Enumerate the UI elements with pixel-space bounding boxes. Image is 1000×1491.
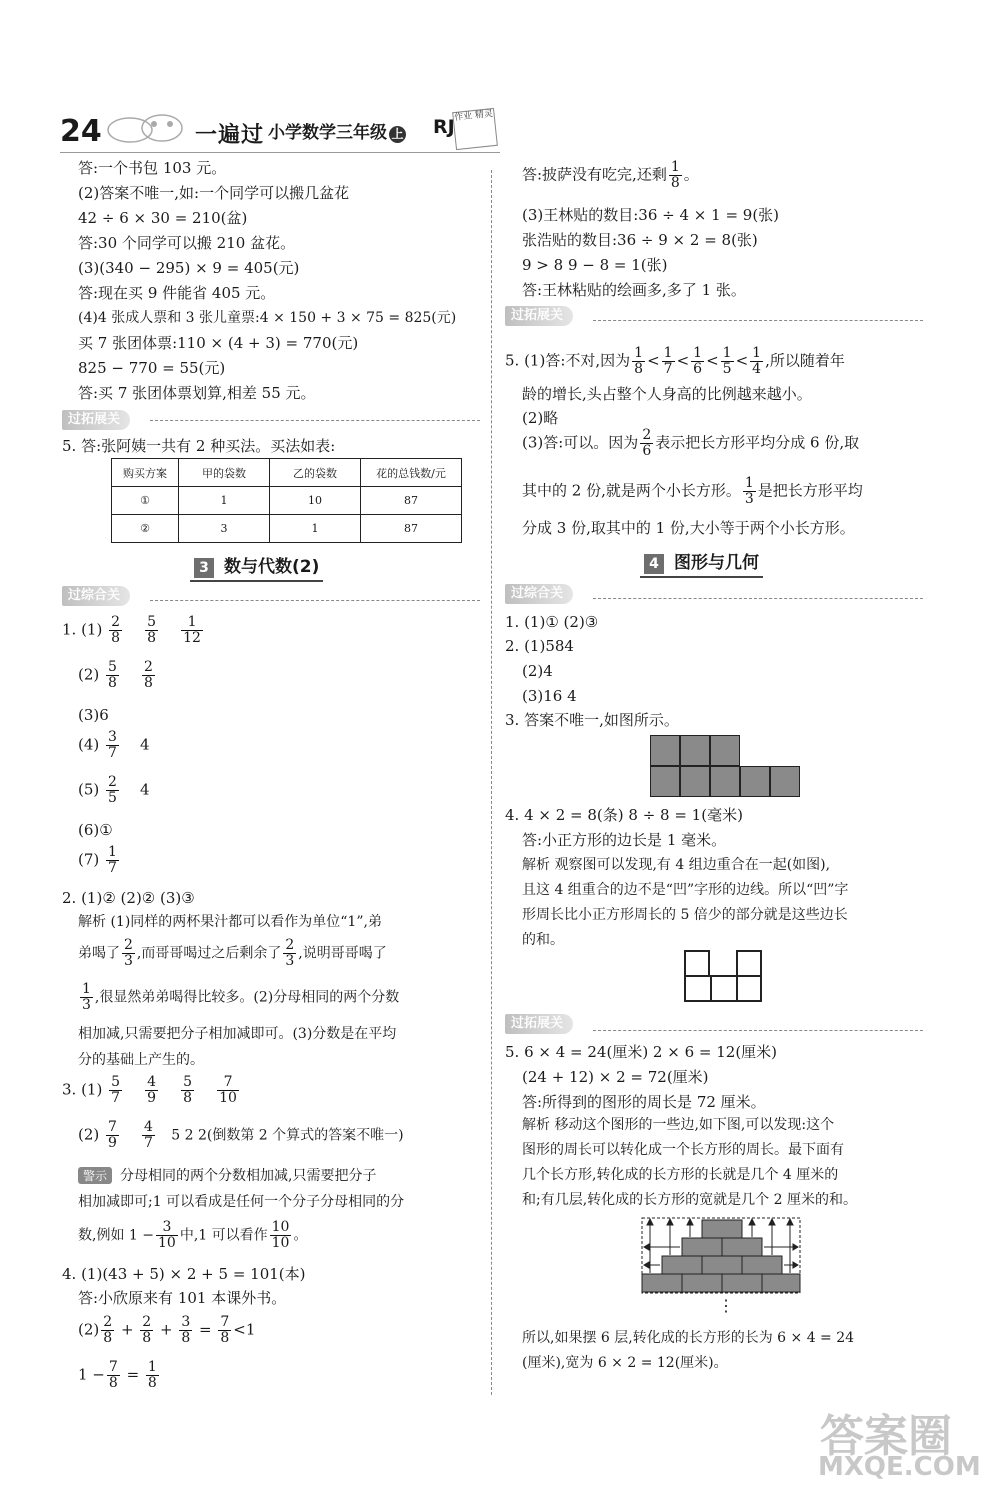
text-line: 答:披萨没有吃完,还剩 $\frac{1}{8}$ 。 [522,159,699,191]
g-q4-analysis: 形周长比小正方形周长的 5 倍少的部分就是这些边长 [522,907,848,923]
section-banner: 过拓展关 [505,1014,573,1034]
table-header: 花的总钱数/元 [361,459,462,487]
grid-square [650,735,680,766]
g-q5: (24 + 12) × 2 = 72(厘米) [522,1068,709,1086]
warning-note: 相加减即可;1 可以看成是任何一个分子分母相同的分 [78,1194,405,1210]
table-header: 甲的袋数 [179,459,270,487]
q4-part1: 4. (1)(43 + 5) × 2 + 5 = 101(本) [62,1265,306,1283]
g-q5-analysis: 图形的周长可以转化成一个长方形的周长。最下面有 [522,1142,844,1158]
text-line: 分成 3 份,取其中的 1 份,大小等于两个小长方形。 [522,519,855,537]
table-cell: ① [112,487,179,515]
q1-part5: (5) $\frac{2}{5}$ 4 [78,774,150,806]
section-banner: 过综合关 [505,584,573,604]
grid-square [684,975,712,1002]
table-cell: 87 [361,487,462,515]
g-q3: 3. 答案不唯一,如图所示。 [505,711,679,729]
table-header: 乙的袋数 [270,459,361,487]
q1-part7: (7) $\frac{1}{7}$ [78,844,117,876]
q1-part3: (3)6 [78,706,109,724]
q2-answer: 2. (1)② (2)② (3)③ [62,889,195,907]
banner-rule [593,1030,923,1031]
g-q5-analysis: 和;有几层,转化成的长方形的宽就是几个 2 厘米的和。 [522,1192,857,1208]
text-line: (3)(340 − 295) × 9 = 405(元) [78,259,300,277]
grid-square [736,950,762,977]
table-cell: ② [112,515,179,543]
text-line: 答:买 7 张团体票划算,相差 55 元。 [78,384,316,402]
table-header: 购买方案 [112,459,179,487]
text-line: 答:王林粘贴的绘画多,多了 1 张。 [522,281,746,299]
text-line: 买 7 张团体票:110 × (4 + 3) = 770(元) [78,334,359,352]
g-q5: 5. 6 × 4 = 24(厘米) 2 × 6 = 12(厘米) [505,1043,778,1061]
g-q5-analysis: (厘米),宽为 6 × 2 = 12(厘米)。 [522,1355,728,1371]
fraction: $\frac{1}{7}$ [108,844,117,876]
g-q1: 1. (1)① (2)③ [505,613,599,631]
table-cell: 1 [270,515,361,543]
text-line: 答:现在买 9 件能省 405 元。 [78,284,276,302]
text-line: 张浩贴的数目:36 ÷ 9 × 2 = 8(张) [522,231,758,249]
book-subtitle: 小学数学三年级 上 [268,118,406,143]
table-cell: 3 [179,515,270,543]
r-q5-part3: 其中的 2 份,就是两个小长方形。 $\frac{1}{3}$ 是把长方形平均 [522,475,863,507]
grid-square [710,975,738,1002]
section-banner: 过拓展关 [62,410,130,430]
table-row [112,515,462,543]
text-line: 龄的增长,头占整个人身高的比例越来越小。 [522,385,812,403]
text-line: 答:30 个同学可以搬 210 盆花。 [78,234,296,252]
g-q5-analysis: 解析 移动这个图形的一些边,如下图,可以发现:这个 [522,1117,835,1133]
table-cell: 10 [270,487,361,515]
q4-part1: 答:小欣原来有 101 本课外书。 [78,1289,287,1307]
q2-analysis: 相加减,只需要把分子相加减即可。(3)分数是在平均 [78,1026,397,1042]
q2-analysis: $\frac{1}{3}$ ,很显然弟弟喝得比较多。(2)分母相同的两个分数 [82,981,400,1013]
grid-square [740,766,770,797]
g-q4: 答:小正方形的边长是 1 毫米。 [522,831,727,849]
stacked-bricks-figure [640,1215,804,1295]
g-q5-analysis: 所以,如果摆 6 层,转化成的长方形的长为 6 × 4 = 24 [522,1330,855,1346]
g-q2: (3)16 4 [522,687,577,705]
edition-label: RJ [433,116,455,138]
fraction: $\frac{2}{8}$ [111,614,121,646]
g-q5: 答:所得到的图形的周长是 72 厘米。 [522,1093,766,1111]
watermark-logo: 答案圈 [820,1411,952,1462]
warning-tag: 警示 [78,1167,112,1184]
banner-rule [150,600,480,601]
q2-analysis: 解析 (1)同样的两杯果汁都可以看作为单位“1”,弟 [78,914,382,930]
section-banner: 过拓展关 [505,306,573,326]
warning-note: 警示 分母相同的两个分数相加减,只需要把分子 [78,1165,376,1185]
g-q2: 2. (1)584 [505,637,574,655]
table-header-row [112,459,462,487]
square-figure [650,735,800,797]
grid-square [770,766,800,797]
q3-part1: 3. (1) $\frac{5}{7}$ $\frac{4}{9}$ $\frac{5}{8}$ $\frac{7}{10}$ [62,1074,237,1106]
q1-part1: 1. (1) $\frac{2}{8}$ $\frac{5}{8}$ $\frac{1}{12}$ [62,614,201,646]
g-q4-analysis: 的和。 [522,932,564,948]
section-4-title: 4 图形与几何 [640,548,763,578]
q2-analysis: 弟喝了 $\frac{2}{3}$ ,而哥哥喝过之后剩余了 $\frac{2}{3}$ ,说明哥哥喝了 [78,937,387,969]
g-q4-analysis: 解析 观察图可以发现,有 4 组边重合在一起(如图), [522,857,831,873]
q2-analysis: 分的基础上产生的。 [78,1052,204,1068]
table-cell: 87 [361,515,462,543]
r-q5-part3: (3)答:可以。因为 $\frac{2}{6}$ 表示把长方形平均分成 6 份,取 [522,427,860,459]
q4-part2: 1 − $\frac{7}{8}$ = $\frac{1}{8}$ [78,1359,157,1391]
fraction: $\frac{2}{8}$ [144,659,153,691]
text-line: 825 − 770 = 55(元) [78,359,226,377]
g-q4: 4. 4 × 2 = 8(条) 8 ÷ 8 = 1(毫米) [505,806,743,824]
section-banner: 过综合关 [62,586,130,606]
q4-part2: (2) $\frac{2}{8}$ + $\frac{2}{8}$ + $\frac{3}{8}$ = $\frac{7}{8}$ <1 [78,1314,256,1346]
q1-part2: (2) $\frac{5}{8}$ $\frac{2}{8}$ [78,659,153,691]
grid-square [650,766,680,797]
banner-rule [593,320,923,321]
r-q5-part1: 5. (1)答:不对,因为 $\frac{1}{8}$ < $\frac{1}{7}$ < $\frac{1}{6}$ < $\frac{1}{5}$ < $\frac{1}{4}$ ,所以随着年 [505,345,845,377]
grid-square [710,766,740,797]
grid-square [736,975,762,1002]
page-number: 24 [60,114,102,149]
text-line: 答:一个书包 103 元。 [78,159,227,177]
fraction: $\frac{5}{8}$ [108,659,117,691]
grid-square [680,735,710,766]
text-line: 42 ÷ 6 × 30 = 210(盆) [78,209,248,227]
banner-rule [593,598,923,599]
fraction: $\frac{5}{8}$ [147,614,157,646]
banner-rule [150,420,480,421]
g-q2: (2)4 [522,662,553,680]
text-line: (2)答案不唯一,如:一个同学可以搬几盆花 [78,184,350,202]
brand-logo: 一遍过 [195,123,265,148]
watermark-url: MXQE.COM [818,1452,981,1482]
header-decoration-icon [100,108,195,148]
text-line: 9 > 8 9 − 8 = 1(张) [522,256,668,274]
warning-note: 数,例如 1 − $\frac{3}{10}$ 中,1 可以看作 $\frac{10}{10}$ 。 [78,1219,308,1251]
section-3-title: 3 数与代数(2) [190,552,323,582]
grid-square [684,950,710,977]
g-q4-analysis: 且这 4 组重合的边不是“凹”字形的边线。所以“凹”字 [522,882,849,898]
continuation-dots: ⋮ [718,1296,734,1315]
fraction: $\frac{2}{5}$ [108,774,117,806]
concave-figure [684,950,764,1002]
q3-part2: (2) $\frac{7}{9}$ $\frac{4}{7}$ 5 2 2(倒数第 2 个算式的答案不唯一) [78,1119,404,1151]
fraction: $\frac{3}{7}$ [108,729,117,761]
column-divider [491,170,492,1395]
question-5: 5. 答:张阿姨一共有 2 种买法。买法如表: [62,437,336,455]
header-rule [60,152,500,153]
fraction: $\frac{1}{12}$ [183,614,201,646]
table-row [112,487,462,515]
text-line: (2)略 [522,409,559,427]
text-line: (4)4 张成人票和 3 张儿童票:4 × 150 + 3 × 75 = 825(元) [78,310,457,326]
grid-square [680,766,710,797]
g-q5-analysis: 几个长方形,转化成的长方形的长就是几个 4 厘米的 [522,1167,839,1183]
stamp: 作业 精灵 [452,108,498,150]
text-line: (3)王林贴的数目:36 ÷ 4 × 1 = 9(张) [522,206,780,224]
q1-part4: (4) $\frac{3}{7}$ 4 [78,729,150,761]
table-cell: 1 [179,487,270,515]
purchase-table [111,458,462,543]
q1-part6: (6)① [78,821,113,839]
grid-square [710,735,740,766]
